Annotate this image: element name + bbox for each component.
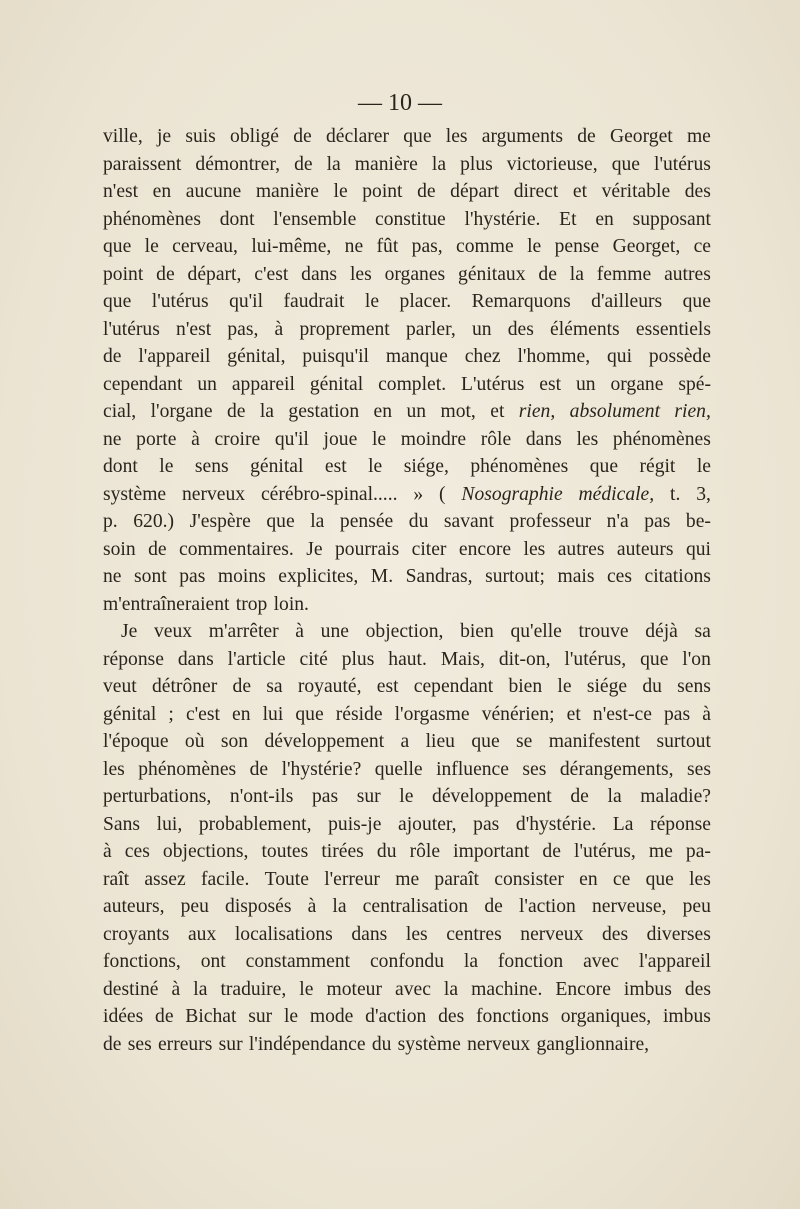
text-line: croyants aux localisations dans les centres nerveux des diverses xyxy=(103,923,711,945)
text-line: raît assez facile. Toute l'erreur me paraît consister en ce que les xyxy=(103,868,711,890)
text-line: génital ; c'est en lui que réside l'orgasme vénérien; et n'est-ce pas à xyxy=(103,703,711,725)
text-line: ville, je suis obligé de déclarer que les arguments de Georget me xyxy=(103,126,711,147)
text-line: p. 620.) J'espère que la pensée du savant professeur n'a pas be- xyxy=(103,511,711,532)
text-line: que le cerveau, lui-même, ne fût pas, comme le pense Georget, ce xyxy=(103,236,711,257)
text-line: système nerveux cérébro-spinal..... » ( Nosographie médicale, t. 3, xyxy=(103,483,711,505)
text-line: veut détrôner de sa royauté, est cependant bien le siége du sens xyxy=(103,676,711,697)
text-line: perturbations, n'ont-ils pas sur le développement de la maladie? xyxy=(103,786,711,807)
text-line: point de départ, c'est dans les organes génitaux de la femme autres xyxy=(103,263,711,285)
text-line: l'époque où son développement a lieu que se manifestent surtout xyxy=(103,731,711,752)
text-line: paraissent démontrer, de la manière la plus victorieuse, que l'utérus xyxy=(103,153,711,175)
text-line: de l'appareil génital, puisqu'il manque chez l'homme, qui possède xyxy=(103,346,711,367)
text-line: n'est en aucune manière le point de départ direct et véritable des xyxy=(103,181,711,202)
text-line: auteurs, peu disposés à la centralisation de l'action nerveuse, peu xyxy=(103,896,711,917)
text-line: de ses erreurs sur l'indépendance du système nerveux ganglionnaire, xyxy=(103,1033,650,1055)
text-line: fonctions, ont constamment confondu la fonction avec l'appareil xyxy=(103,951,711,972)
text-line: ne porte à croire qu'il joue le moindre rôle dans les phénomènes xyxy=(103,428,711,450)
text-line: réponse dans l'article cité plus haut. Mais, dit-on, l'utérus, que l'on xyxy=(103,648,711,670)
text-line: soin de commentaires. Je pourrais citer encore les autres auteurs qui xyxy=(103,538,711,560)
text-line: dont le sens génital est le siége, phénomènes que régit le xyxy=(103,456,711,477)
text-line: phénomènes dont l'ensemble constitue l'hystérie. Et en supposant xyxy=(103,208,711,230)
page-number: — 10 — xyxy=(358,90,442,116)
text-line: ne sont pas moins explicites, M. Sandras, surtout; mais ces citations xyxy=(103,566,711,587)
text-line: cial, l'organe de la gestation en un mot, et rien, absolument rien, xyxy=(103,401,711,422)
text-line: idées de Bichat sur le mode d'action des fonctions organiques, imbus xyxy=(103,1006,711,1027)
text-line: Sans lui, probablement, puis-je ajouter, pas d'hystérie. La réponse xyxy=(103,813,711,835)
text-line: les phénomènes de l'hystérie? quelle influence ses dérangements, ses xyxy=(103,758,711,780)
text-line: que l'utérus qu'il faudrait le placer. Remarquons d'ailleurs que xyxy=(103,291,711,312)
text-line: destiné à la traduire, le moteur avec la machine. Encore imbus des xyxy=(103,978,711,1000)
text-line: Je veux m'arrêter à une objection, bien qu'elle trouve déjà sa xyxy=(121,621,711,642)
text-line: à ces objections, toutes tirées du rôle important de l'utérus, me pa- xyxy=(103,841,711,862)
text-line: m'entraîneraient trop loin. xyxy=(103,593,309,615)
text-line: cependant un appareil génital complet. L'utérus est un organe spé- xyxy=(103,373,711,395)
body-text xyxy=(103,123,711,1058)
text-line: l'utérus n'est pas, à proprement parler, un des éléments essentiels xyxy=(103,318,711,340)
